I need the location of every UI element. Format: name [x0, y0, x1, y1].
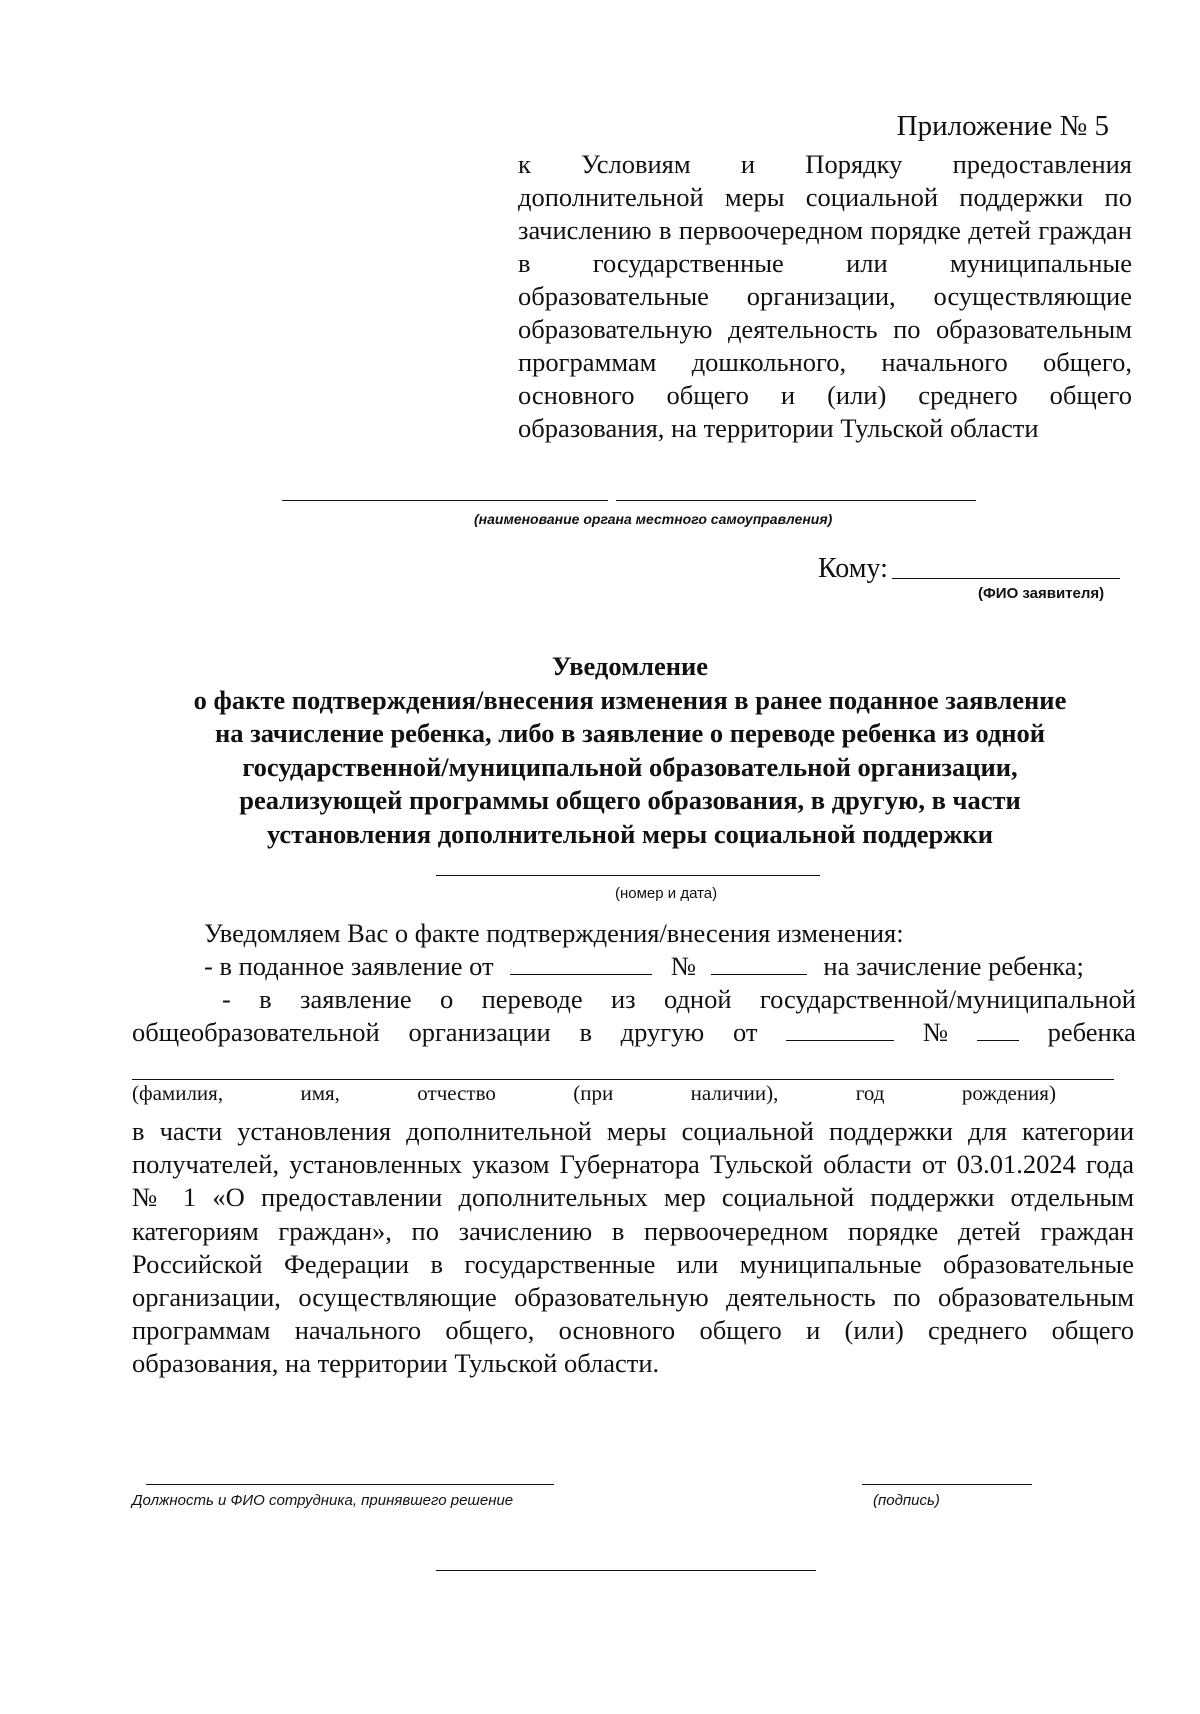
item2-word: о: [440, 984, 454, 1014]
item1-suffix: на зачисление ребенка;: [823, 951, 1084, 981]
item2-word: другую: [620, 1017, 705, 1047]
item2-word: одной: [663, 984, 732, 1014]
item2-word: переводе: [481, 984, 583, 1014]
appendix-number: Приложение № 5: [896, 110, 1109, 142]
item2-word: в: [579, 1017, 592, 1047]
recipient-caption: (ФИО заявителя): [978, 585, 1105, 602]
recipient-label: Кому:: [818, 553, 888, 584]
child-caption-word: имя,: [300, 1081, 340, 1105]
body-intro: Уведомляем Вас о факте подтверждения/внесения изменения:: [204, 918, 904, 948]
title-line-6: установления дополнительной меры социальной поддержки: [266, 818, 994, 849]
item2-word: организации: [408, 1017, 551, 1047]
title-line-2: о факте подтверждения/внесения изменения в ранее поданное заявление: [193, 684, 1067, 715]
item1-date-blank: [510, 952, 652, 975]
child-caption-word: (фамилия,: [132, 1081, 224, 1105]
item2-word: в: [259, 984, 272, 1014]
number-date-line: [436, 875, 820, 876]
body-paragraph: в части установления дополнительной меры социальной поддержки для категории получателей, установленных указом Губернатора Тульской области от 03.01.2024 года № 1 «О предоставлении дополнительных мер социальной поддержки отдельным категориям граждан», по зачислению в первоочередном порядке детей граждан Российской Федерации в государственные или муниципальные образовательные организации, осуществляющие образовательную деятельность по образовательным программам начального общего, основного общего и (или) среднего общего образования, на территории Тульской области.: [132, 1116, 1134, 1379]
child-caption-word: наличии),: [690, 1081, 779, 1105]
authority-line-left: [282, 500, 608, 501]
bottom-separator-line: [436, 1570, 816, 1571]
item2-word: государственной/муниципальной: [759, 984, 1136, 1014]
authority-caption: (наименование органа местного самоуправления): [474, 511, 833, 527]
body-item-1: [204, 950, 1136, 983]
item2-word: из: [610, 984, 636, 1014]
signature-line: [862, 1484, 1032, 1485]
item2-date-blank: [786, 1018, 894, 1041]
authority-line-right: [616, 500, 976, 501]
item2-word: от: [732, 1017, 758, 1047]
appendix-reference-text: к Условиям и Порядку предоставления дополнительной меры социальной поддержки по зачислению в первоочередном порядке детей граждан в государственные или муниципальные образовательные организации, осуществляющие образовательную деятельность по образовательным программам дошкольного, начального общего, основного общего и (или) среднего общего образования, на территории Тульской области: [518, 149, 1132, 443]
item1-prefix: - в поданное заявление от: [204, 951, 494, 981]
item2-word: ребенка: [1047, 1017, 1136, 1047]
item2-number-sign: №: [922, 1017, 949, 1047]
recipient-line: [892, 578, 1120, 579]
title-line-3: на зачисление ребенка, либо в заявление о переводе ребенка из одной: [214, 718, 1046, 748]
signature-caption: (подпись): [873, 1492, 940, 1509]
position-name-caption: Должность и ФИО сотрудника, принявшего решение: [132, 1492, 514, 1509]
item2-word: -: [222, 984, 231, 1014]
body-item-2-line-2: [132, 1016, 1136, 1049]
item1-number-blank: [711, 952, 807, 975]
document-title: [120, 650, 1140, 851]
title-line-5: реализующей программы общего образования, в другую, в части: [239, 785, 1021, 815]
position-name-line: [146, 1484, 554, 1485]
item2-word: заявление: [300, 984, 412, 1014]
child-caption-word: отчество: [417, 1081, 496, 1105]
body-item-2-line-1: [222, 983, 1136, 1016]
child-caption-word: (при: [573, 1081, 614, 1105]
title-line-4: государственной/муниципальной образовательной организации,: [242, 751, 1018, 782]
item2-word: общеобразовательной: [132, 1017, 380, 1047]
title-heading: Уведомление: [551, 651, 709, 681]
item2-number-blank: [977, 1018, 1019, 1041]
number-date-caption: (номер и дата): [615, 885, 718, 902]
child-caption-word: год: [855, 1081, 885, 1105]
child-name-caption: [132, 1080, 1056, 1106]
item1-number-sign: №: [670, 951, 697, 981]
child-caption-word: рождения): [961, 1081, 1056, 1105]
